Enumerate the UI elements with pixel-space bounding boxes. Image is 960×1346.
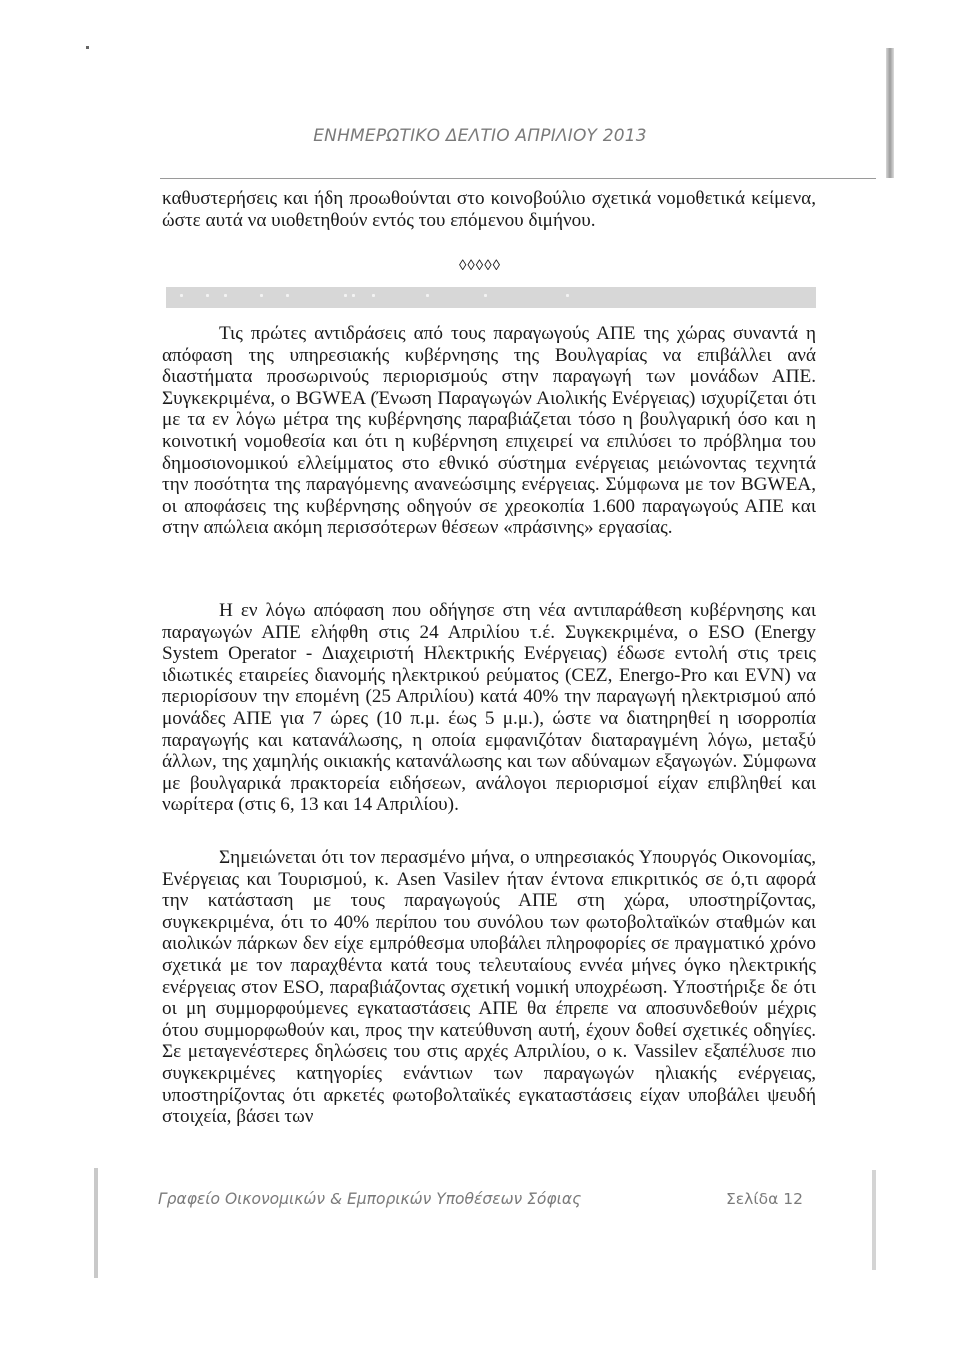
section-separator: ◊◊◊◊◊ bbox=[458, 258, 502, 274]
body-paragraph: Η εν λόγω απόφαση που οδήγησε στη νέα αντιπαράθεση κυβέρνησης και παραγωγών ΑΠΕ ελήφθη στις 24 Απριλίου τ.έ. Συγκεκριμένα, ο ESO (Energy System Operator - Διαχειριστή Ηλεκτρικής Ενέργειας) έδωσε εντολή στις τρεις ιδιωτικές εταιρείες διανομής ηλεκτρικού ρεύματος (CEZ, Energo-Pro και EVN) να περιορίσουν την επομένη (25 Απριλίου) κατά 40% την παραγωγή ηλεκτρισμού από μονάδες ΑΠΕ για 7 ώρες (10 π.μ. έως 5 μ.μ.), ώστε να διατηρηθεί η ισορροπία παραγωγής και κατανάλωσης, η οποία εμφανιζόταν διαταραγμένη λόγω, μεταξύ άλλων, της χαμηλής οικιακής κατανάλωσης και των αδύναμων εξαγωγών. Σύμφωνα με βουλγαρικά πρακτορεία ειδήσεων, ανάλογοι περιορισμοί είχαν επιβληθεί και νωρίτερα (στις 6, 13 και 14 Απριλίου). bbox=[162, 600, 816, 816]
band-speck bbox=[566, 294, 569, 297]
band-speck bbox=[206, 294, 209, 297]
band-speck bbox=[372, 294, 375, 297]
band-speck bbox=[484, 294, 487, 297]
footer-page-number: Σελίδα 12 bbox=[726, 1190, 803, 1208]
band-speck bbox=[352, 294, 355, 297]
page-header-title: ΕΝΗΜΕΡΩΤΙΚΟ ΔΕΛΤΙΟ ΑΠΡΙΛΙΟΥ 2013 bbox=[313, 126, 647, 146]
scan-edge-mark bbox=[886, 48, 894, 178]
header-divider bbox=[160, 178, 876, 179]
scan-edge-mark bbox=[872, 1170, 876, 1270]
scan-speck bbox=[86, 46, 89, 49]
gray-band bbox=[166, 287, 816, 308]
band-speck bbox=[180, 294, 183, 297]
band-speck bbox=[224, 294, 227, 297]
band-speck bbox=[426, 294, 429, 297]
band-speck bbox=[344, 294, 347, 297]
footer-office: Γραφείο Οικονομικών & Εμπορικών Υποθέσεων Σόφιας bbox=[158, 1190, 582, 1208]
band-speck bbox=[286, 294, 289, 297]
body-paragraph: Σημειώνεται ότι τον περασμένο μήνα, ο υπηρεσιακός Υπουργός Οικονομίας, Ενέργειας και Τουρισμού, κ. Asen Vasilev ήταν έντονα επικριτικός σε ό,τι αφορά την κατάσταση με τους παραγωγούς ΑΠΕ στη χώρα, υποστηρίζοντας, συγκεκριμένα, ότι το 40% περίπου του συνόλου των φωτοβολταϊκών σταθμών και αιολικών πάρκων δεν είχε εμπρόθεσμα υποβάλει πληροφορίες σε πραγματικό χρόνο σχετικά με τον παραχθέντα κατά τους τελευταίους εννέα μήνες όγκο ηλεκτρικής ενέργειας στον ESO, παραβιάζοντας σχετική νομική υποχρέωση. Υποστήριξε δε ότι οι μη συμμορφούμενες εγκαταστάσεις ΑΠΕ θα έπρεπε να αποσυνδεθούν μέχρις ότου συμμορφωθούν και, προς την κατεύθυνση αυτή, έχουν δοθεί σχετικές οδηγίες. Σε μεταγενέστερες δηλώσεις του στις αρχές Απριλίου, ο κ. Vassilev εξαπέλυσε πιο συγκεκριμένες κατηγορίες ενάντιων των παραγωγών ηλιακής ενέργειας, υποστηρίζοντας ότι αρκετές φωτοβολταϊκές εγκαταστάσεις είχαν υποβάλει ψευδή στοιχεία, βάσει των bbox=[162, 847, 816, 1128]
intro-paragraph: καθυστερήσεις και ήδη προωθούνται στο κοινοβούλιο σχετικά νομοθετικά κείμενα, ώστε αυτά να υιοθετηθούν εντός του επόμενου διμήνου. bbox=[162, 188, 816, 231]
band-speck bbox=[260, 294, 263, 297]
body-paragraph: Τις πρώτες αντιδράσεις από τους παραγωγούς ΑΠΕ της χώρας συναντά η απόφαση της υπηρεσιακής κυβέρνησης της Βουλγαρίας να επιβάλλει ανά διαστήματα προσωρινούς περιορισμούς στην παραγωγή των μονάδων ΑΠΕ. Συγκεκριμένα, ο BGWEA (Ένωση Παραγωγών Αιολικής Ενέργειας) ισχυρίζεται ότι με τα εν λόγω μέτρα της κυβέρνησης παραβιάζεται τόσο η βουλγαρική όσο και η κοινοτική νομοθεσία και ότι η κυβέρνηση επιχειρεί να επιλύσει το πρόβλημα του δημοσιονομικού ελλείμματος στο εθνικό σύστημα ενέργειας μειώνοντας τεχνητά την ποσότητα της παραγόμενης ανανεώσιμης ενέργειας. Σύμφωνα με τον BGWEA, οι αποφάσεις της κυβέρνησης οδηγούν σε χρεοκοπία 1.600 παραγωγούς ΑΠΕ και στην απώλεια ακόμη περισσότερων θέσεων «πράσινης» εργασίας. bbox=[162, 323, 816, 539]
scan-edge-mark bbox=[94, 1168, 98, 1278]
